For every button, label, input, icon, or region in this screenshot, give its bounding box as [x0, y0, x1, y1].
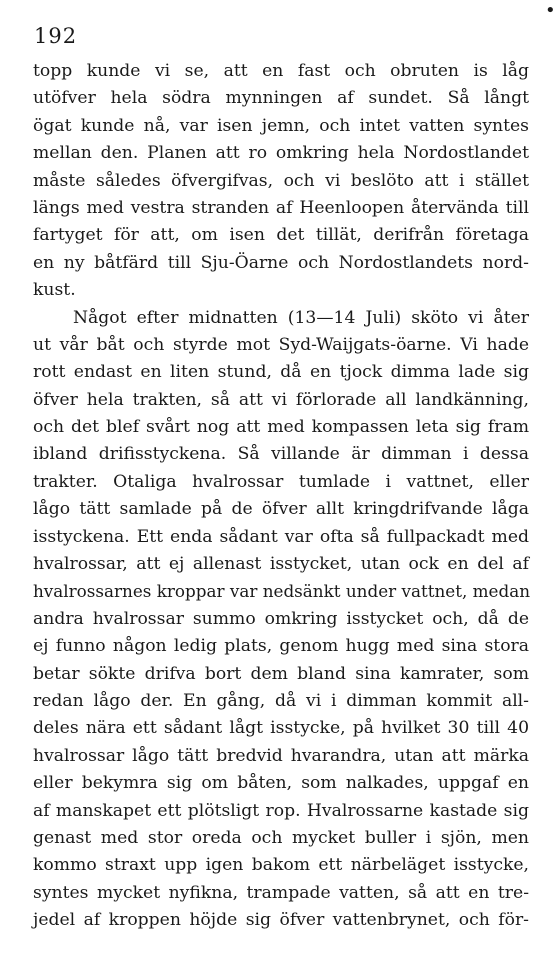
text-line: andra hvalrossar summo omkring isstycket och, då de — [33, 608, 529, 629]
text-line: och det blef svårt nog att med kompassen leta sig fram — [33, 417, 529, 438]
text-line: ut vår båt och styrde mot Syd-Waijgats-öarne. Vi hade — [33, 334, 529, 355]
text-line: deles nära ett sådant lågt isstycke, på hvilket 30 till 40 — [33, 718, 529, 739]
corner-mark: • — [545, 0, 556, 21]
page-number: 192 — [34, 24, 78, 48]
text-line: fartyget för att, om isen det tillät, derifrån företaga — [33, 225, 529, 246]
text-line: af manskapet ett plötsligt rop. Hvalrossarne kastade sig — [33, 800, 529, 821]
text-line: ibland drifisstyckena. Så villande är dimman i dessa — [33, 444, 529, 465]
text-line: längs med vestra stranden af Heenloopen återvända till — [33, 197, 529, 218]
text-line: syntes mycket nyfikna, trampade vatten, så att en tre- — [33, 882, 529, 903]
text-line: utöfver hela södra mynningen af sundet. Så långt — [33, 88, 529, 109]
body-text — [33, 58, 529, 935]
text-line: eller bekymra sig om båten, som nalkades, uppgaf en — [33, 773, 529, 794]
text-line: måste således öfvergifvas, och vi beslöto att i stället — [33, 170, 529, 191]
text-line: isstyckena. Ett enda sådant var ofta så fullpackadt med — [33, 526, 529, 547]
text-line: Något efter midnatten (13—14 Juli) sköto vi åter — [73, 307, 529, 328]
text-line: hvalrossar, att ej allenast isstycket, utan ock en del af — [33, 554, 529, 575]
text-line: ögat kunde nå, var isen jemn, och intet vatten syntes — [33, 115, 529, 136]
text-line: jedel af kroppen höjde sig öfver vattenbrynet, och för- — [33, 910, 529, 931]
text-line: redan lågo der. En gång, då vi i dimman kommit all- — [33, 690, 529, 711]
text-line: öfver hela trakten, så att vi förlorade all landkänning, — [33, 389, 529, 410]
text-line: ej funno någon ledig plats, genom hugg med sina stora — [33, 636, 529, 657]
text-line: trakter. Otaliga hvalrossar tumlade i vattnet, eller — [33, 471, 529, 492]
text-line: kust. — [33, 280, 76, 301]
text-line: betar sökte drifva bort dem bland sina kamrater, som — [33, 663, 529, 684]
text-line: lågo tätt samlade på de öfver allt kringdrifvande låga — [33, 499, 529, 520]
text-line: hvalrossar lågo tätt bredvid hvarandra, utan att märka — [33, 745, 529, 766]
text-line: kommo straxt upp igen bakom ett närbeläget isstycke, — [33, 855, 529, 876]
text-line: genast med stor oreda och mycket buller i sjön, men — [33, 827, 529, 848]
text-line: hvalrossarnes kroppar var nedsänkt under vattnet, medan — [33, 581, 531, 602]
text-line: en ny båtfärd till Sju-Öarne och Nordostlandets nord- — [33, 252, 529, 273]
text-line: topp kunde vi se, att en fast och obruten is låg — [33, 61, 529, 81]
text-line: mellan den. Planen att ro omkring hela Nordostlandet — [33, 143, 529, 164]
text-line: rott endast en liten stund, då en tjock dimma lade sig — [33, 362, 529, 383]
